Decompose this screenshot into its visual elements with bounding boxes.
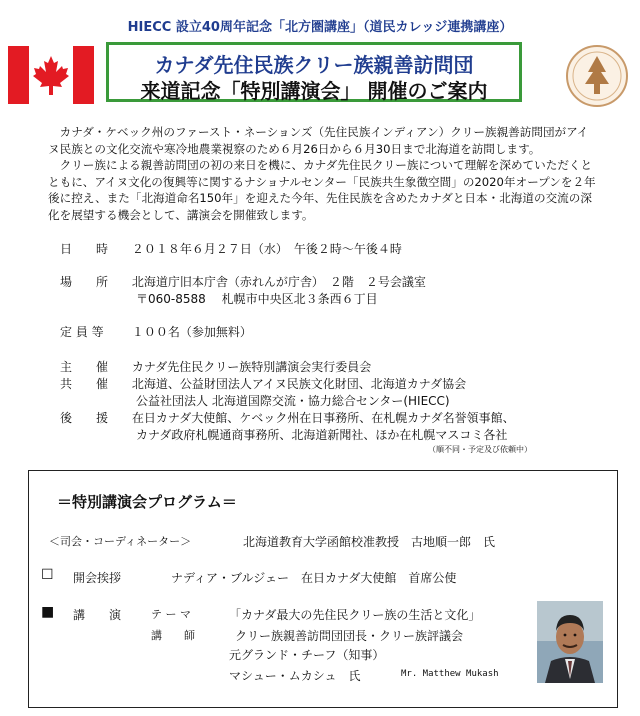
support-value: 在日カナダ大使館、ケベック州在日事務所、在札幌カナダ名誉領事館、 xyxy=(131,411,515,425)
place-row xyxy=(60,273,426,290)
speaker-name-en: Mr. Matthew Mukash xyxy=(401,669,499,679)
opening-value: ナディア・ブルジェー 在日カナダ大使館 首席公使 xyxy=(171,571,457,585)
cohost-value: 北海道、公益財団法人アイヌ民族文化財団、北海道カナダ協会 xyxy=(131,377,467,391)
place-address: 〒060-8588 札幌市中央区北３条西６丁目 xyxy=(136,292,378,306)
speaker-title-2: 元グランド・チーフ（知事） xyxy=(229,648,385,662)
support-row xyxy=(60,409,515,426)
speaker-title-1: クリー族親善訪問団団長・クリー族評議会 xyxy=(235,629,464,643)
capacity-row xyxy=(60,323,252,340)
intro-paragraph-2: クリー族による親善訪問団の初の来日を機に、カナダ先住民クリー族について理解を深めていただくとともに、アイヌ文化の復興等に関するナショナルセンター「民族共生象徴空間」の2020年オープンを２年後に控え、また「北海道命名150年」を迎えた今年、先住民族を含めたカナダと日本・北海道の交流の深化を展望する機会として、講演会を開催致します。 xyxy=(48,158,596,222)
cohost-value-2: 公益社団法人 北海道国際交流・協力総合センター(HIECC) xyxy=(136,394,450,408)
capacity-value: １００名（参加無料） xyxy=(131,325,252,339)
title-box xyxy=(106,42,522,102)
support-value-2: カナダ政府札幌通商事務所、北海道新聞社、ほか在札幌マスコミ各社 xyxy=(136,428,508,442)
theme-value: 「カナダ最大の先住民クリー族の生活と文化」 xyxy=(229,608,481,622)
speaker-photo xyxy=(537,601,603,683)
main-title: カナダ先住民族クリー族親善訪問団 xyxy=(154,53,474,77)
organizer-value: カナダ先住民クリー族特別講演会実行委員会 xyxy=(131,360,372,374)
program-box xyxy=(28,470,618,708)
canada-flag-icon xyxy=(8,46,94,104)
event-banner: HIECC 設立40周年記念「北方圏講座」（道民カレッジ連携講座） xyxy=(127,20,513,35)
speaker-name: マシュー・ムカシュ 氏 xyxy=(229,669,361,683)
capacity-label: 定 員 等 xyxy=(60,325,104,339)
lecture-bullet-icon: ■ xyxy=(41,604,55,620)
cohost-label: 共 催 xyxy=(60,377,109,391)
mc-label: ＜司会・コーディネーター＞ xyxy=(49,535,192,548)
subtitle: 来道記念「特別講演会」 開催のご案内 xyxy=(140,79,488,103)
place-value: 北海道庁旧本庁舎（赤れんが庁舎） ２階 ２号会議室 xyxy=(131,275,426,289)
program-title: ＝特別講演会プログラム＝ xyxy=(57,493,237,511)
cohost-row xyxy=(60,375,466,392)
date-label: 日 時 xyxy=(60,242,109,256)
place-label: 場 所 xyxy=(60,275,109,289)
intro-paragraph-1: カナダ・ケベック州のファースト・ネーションズ（先住民族インディアン）クリー族親善訪問団がアイヌ民族との文化交流や寒冷地農業視察のため６月26日から６月30日まで北海道を訪問します。 xyxy=(48,125,589,156)
organizer-label: 主 催 xyxy=(60,360,109,374)
lecture-label: 講 演 xyxy=(73,608,122,622)
date-value: ２０１８年６月２７日（水） 午後２時～午後４時 xyxy=(131,242,402,256)
theme-label: テ ー マ xyxy=(151,608,191,621)
opening-label: 開会挨拶 xyxy=(73,571,122,585)
hiecc-emblem-icon xyxy=(564,42,630,110)
organizer-row xyxy=(60,358,371,375)
date-row xyxy=(60,240,402,257)
opening-checkbox-icon: ☐ xyxy=(41,567,54,583)
support-label: 後 援 xyxy=(60,411,109,425)
speaker-label: 講 師 xyxy=(151,629,195,642)
intro-text xyxy=(48,124,598,223)
mc-value: 北海道教育大学函館校准教授 古地順一郎 氏 xyxy=(243,535,496,549)
support-note: （順不同・予定及び依頼中） xyxy=(428,445,532,454)
